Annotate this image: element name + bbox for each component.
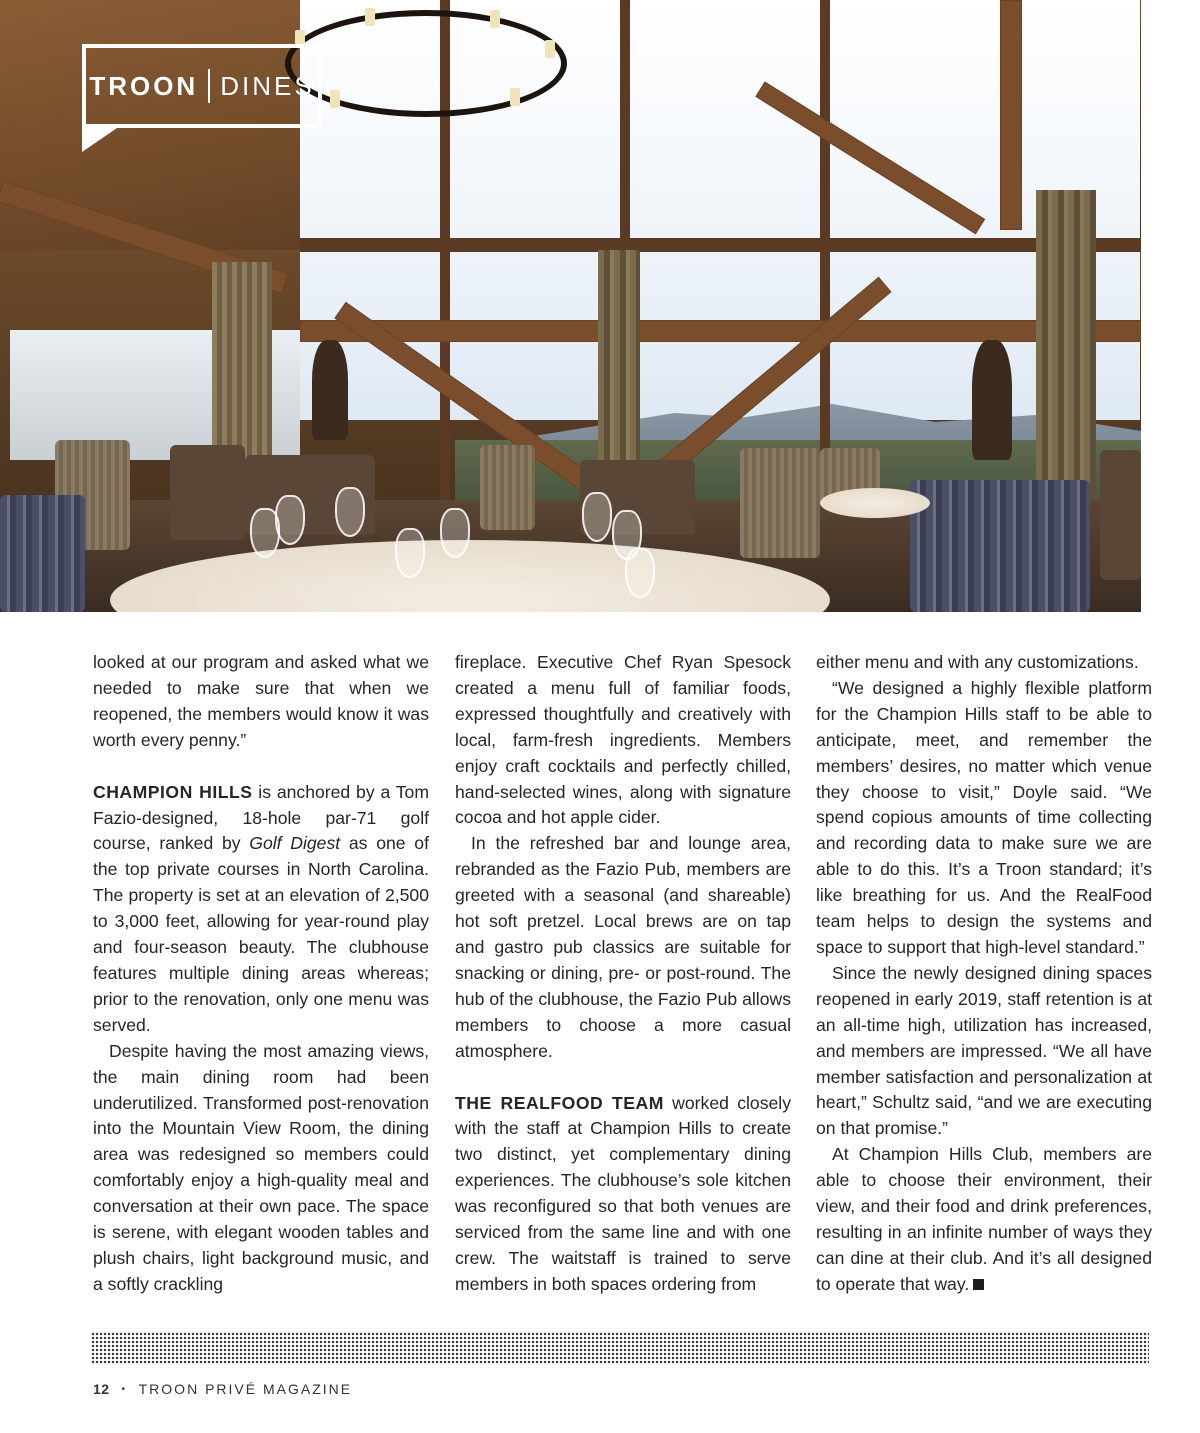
- paragraph-gap: [93, 754, 429, 780]
- driftwood-sculpture: [312, 340, 348, 440]
- wine-glass: [335, 487, 365, 537]
- logo-divider: [208, 69, 210, 103]
- stone-pillar: [1036, 190, 1096, 510]
- paragraph-text: is anchored by a Tom Fazio-designed, 18-hole par-71 golf course, ranked by: [93, 781, 430, 854]
- end-of-article-mark: [973, 1279, 984, 1290]
- wine-glass: [275, 495, 305, 545]
- wood-beam: [1000, 0, 1022, 230]
- paragraph: [816, 1142, 1152, 1297]
- section-lead-in: CHAMPION HILLS: [93, 781, 253, 802]
- paragraph: “We designed a highly flexible platform for the Champion Hills staff to be able to anticipate, meet, and remember the members’ desires, no matter which venue they choose to visit,” Doyle said. “We spend copious amounts of time collecting and recording data to make sure we are able to do this. It’s a Troon standard; it’s like breathing for us. And the RealFood team helps to design the systems and space to support that high-level standard.”: [816, 677, 1152, 957]
- window-mullion: [820, 0, 830, 520]
- paragraph: [455, 1091, 791, 1298]
- candle: [510, 88, 520, 106]
- page-footer: [93, 1381, 352, 1397]
- candle: [330, 90, 340, 108]
- wood-beam: [300, 320, 1141, 342]
- candle: [365, 8, 375, 26]
- window-transom: [300, 238, 1141, 252]
- dining-table: [820, 488, 930, 518]
- speech-bubble-tail: [82, 126, 120, 152]
- footer-bullet: •: [121, 1384, 127, 1395]
- article-column-1: [93, 650, 429, 1298]
- paragraph-gap: [455, 1065, 791, 1091]
- driftwood-sculpture: [972, 340, 1012, 460]
- wine-glass: [582, 492, 612, 542]
- paragraph: In the refreshed bar and lounge area, rebranded as the Fazio Pub, members are greeted with a seasonal (and shareable) hot soft pretzel. Local brews are on tap and gastro pub classics are suitable for snacking or dining, pre- or post-round. The hub of the clubhouse, the Fazio Pub allows members to choose a more casual atmosphere.: [455, 833, 791, 1061]
- page-number: 12: [93, 1381, 110, 1397]
- dining-chair: [1100, 450, 1141, 580]
- paragraph: [93, 780, 429, 1039]
- dining-chair: [170, 445, 245, 540]
- candle: [490, 10, 500, 28]
- chandelier: [285, 10, 567, 117]
- candle: [545, 40, 555, 58]
- article-column-3: [816, 650, 1152, 1298]
- dining-chair: [480, 445, 535, 530]
- wine-glass: [395, 528, 425, 578]
- section-lead-in: THE REALFOOD TEAM: [455, 1092, 664, 1113]
- wine-glass: [440, 508, 470, 558]
- paragraph-text: At Champion Hills Club, members are able to choose their environment, their view, and their food and drink preferences, resulting in an infinite number of ways they can dine at their club. And it’s all designed to operate that way.: [816, 1144, 1152, 1294]
- wine-glass: [625, 548, 655, 598]
- dining-room-photo: [0, 0, 1141, 612]
- halftone-divider: [91, 1332, 1149, 1364]
- magazine-name: TROON PRIVÉ MAGAZINE: [138, 1381, 353, 1397]
- article-column-2: [455, 650, 791, 1298]
- paragraph: looked at our program and asked what we needed to make sure that when we reopened, the members would know it was worth every penny.”: [93, 652, 429, 750]
- paragraph: fireplace. Executive Chef Ryan Spesock created a menu full of familiar foods, expressed thoughtfully and creatively with local, farm-fresh ingredients. Members enjoy craft cocktails and perfectly chilled, hand-selected wines, along with signature cocoa and hot apple cider.: [455, 652, 791, 828]
- paragraph-text: as one of the top private courses in North Carolina. The property is set at an elevation of 2,500 to 3,000 feet, allowing for year-round play and four-season beauty. The clubhouse features multiple dining areas whereas; prior to the renovation, only one menu was served.: [93, 833, 429, 1035]
- paragraph: either menu and with any customizations.: [816, 652, 1139, 672]
- paragraph: Since the newly designed dining spaces reopened in early 2019, staff retention is at an all-time high, utilization has increased, and members are impressed. “We all have member satisfaction and personalization at heart,” Schultz said, “and we are executing on that promise.”: [816, 962, 1152, 1139]
- dining-chair: [740, 448, 820, 558]
- dining-chair: [0, 495, 85, 612]
- troon-dines-logo: [82, 44, 322, 128]
- paragraph: Despite having the most amazing views, the main dining room had been underutilized. Transformed post-renovation into the Mountain View Room, the dining area was redesigned so members could comfortably enjoy a high-quality meal and conversation at their own pace. The space is serene, with elegant wooden tables and plush chairs, light background music, and a softly crackling: [93, 1040, 429, 1294]
- logo-brand: TROON: [89, 70, 199, 101]
- logo-section: DINES: [220, 70, 315, 101]
- dining-chair: [910, 480, 1090, 612]
- publication-title: Golf Digest: [249, 833, 341, 854]
- paragraph-text: worked closely with the staff at Champion Hills to create two distinct, yet complementary dining experiences. The clubhouse’s sole kitchen was reconfigured so that both venues are serviced from the same line and with one crew. The waitstaff is trained to serve members in both spaces ordering from: [455, 1092, 791, 1294]
